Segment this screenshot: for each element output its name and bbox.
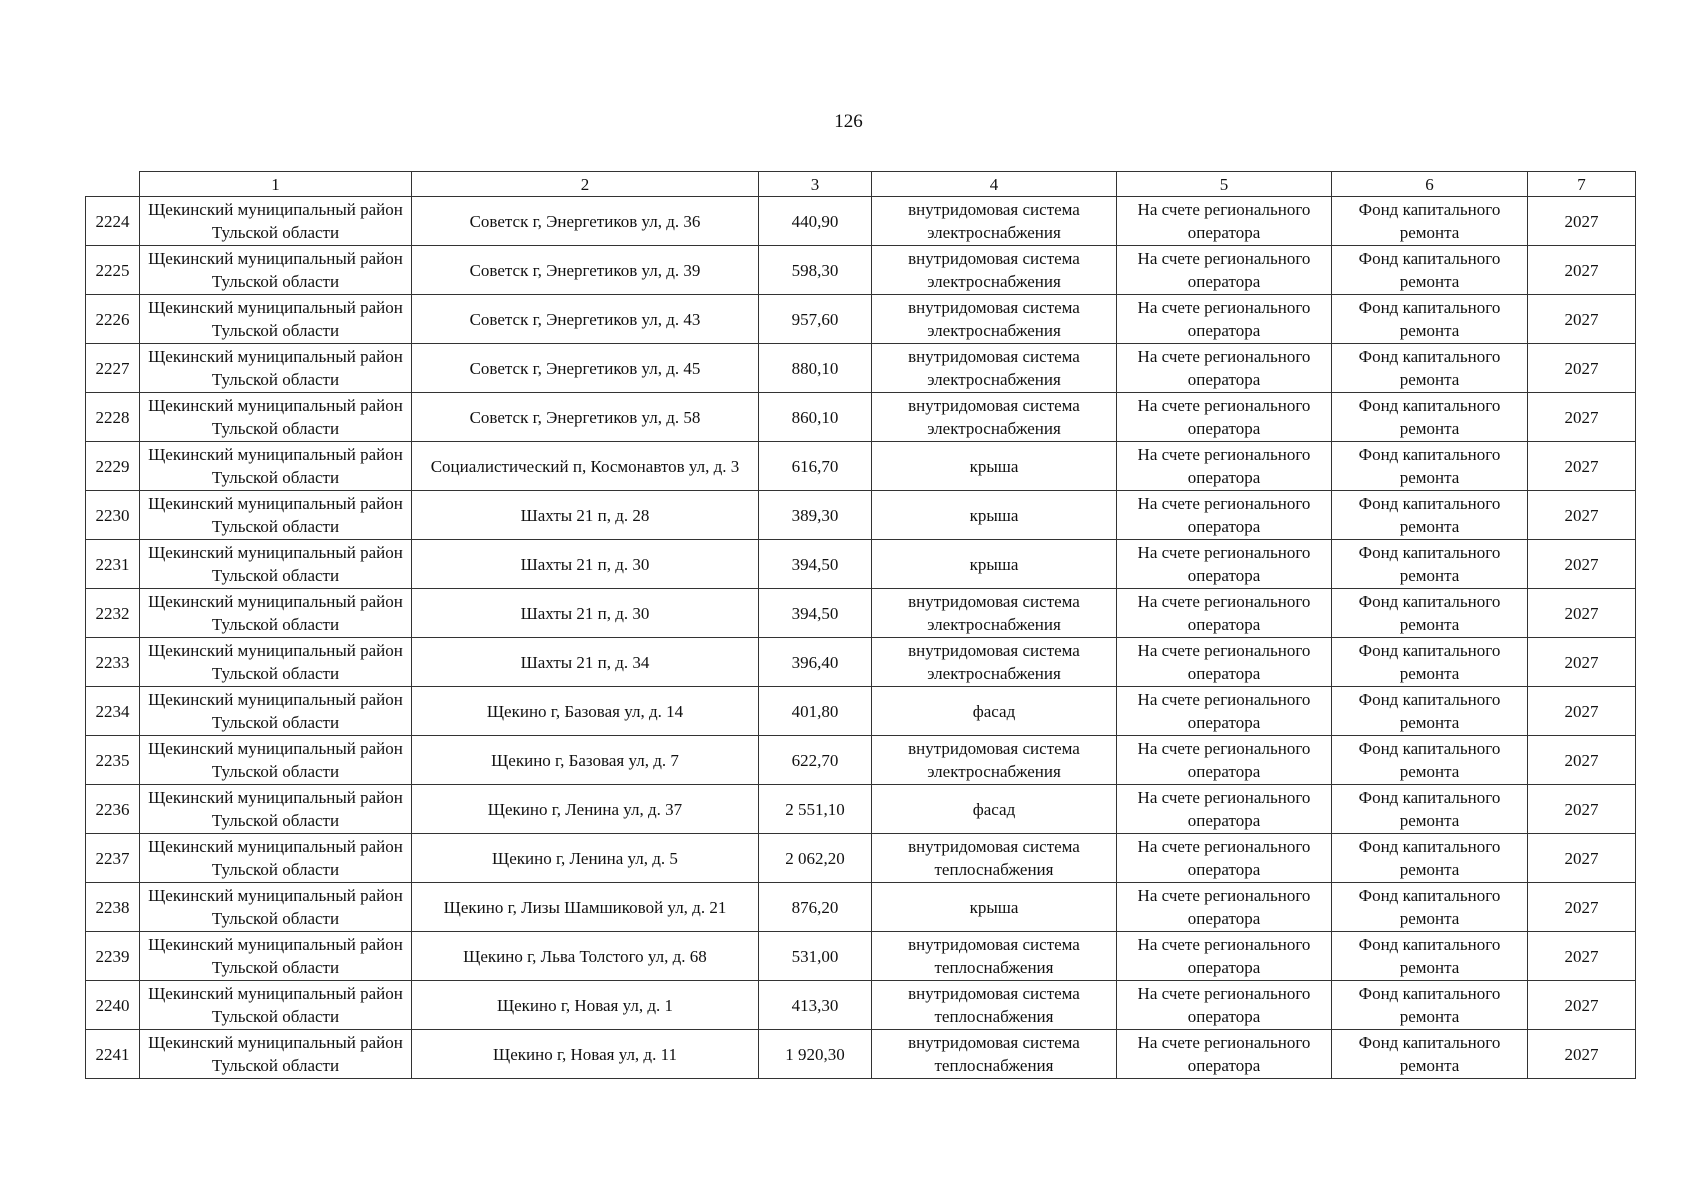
area-cell: 401,80 xyxy=(759,687,872,736)
fund-cell: Фонд капитального ремонта xyxy=(1332,687,1528,736)
address-cell: Шахты 21 п, д. 34 xyxy=(412,638,759,687)
year-cell: 2027 xyxy=(1528,736,1636,785)
work-type-cell: внутридомовая система электроснабжения xyxy=(872,589,1117,638)
municipality-cell: Щекинский муниципальный район Тульской области xyxy=(140,638,412,687)
area-cell: 957,60 xyxy=(759,295,872,344)
year-cell: 2027 xyxy=(1528,295,1636,344)
address-cell: Щекино г, Лизы Шамшиковой ул, д. 21 xyxy=(412,883,759,932)
table-row xyxy=(86,246,1636,295)
area-cell: 389,30 xyxy=(759,491,872,540)
fund-cell: Фонд капитального ремонта xyxy=(1332,1030,1528,1079)
fund-cell: Фонд капитального ремонта xyxy=(1332,932,1528,981)
row-number-cell: 2226 xyxy=(86,295,140,344)
account-cell: На счете регионального оператора xyxy=(1117,687,1332,736)
area-cell: 440,90 xyxy=(759,197,872,246)
table-row xyxy=(86,981,1636,1030)
header-blank-cell xyxy=(86,172,140,197)
work-type-cell: внутридомовая система электроснабжения xyxy=(872,197,1117,246)
column-number-row xyxy=(86,172,1636,197)
address-cell: Шахты 21 п, д. 28 xyxy=(412,491,759,540)
area-cell: 396,40 xyxy=(759,638,872,687)
header-col-5: 5 xyxy=(1117,172,1332,197)
account-cell: На счете регионального оператора xyxy=(1117,1030,1332,1079)
table-row xyxy=(86,834,1636,883)
table-row xyxy=(86,197,1636,246)
area-cell: 394,50 xyxy=(759,540,872,589)
work-type-cell: внутридомовая система электроснабжения xyxy=(872,736,1117,785)
municipality-cell: Щекинский муниципальный район Тульской области xyxy=(140,491,412,540)
work-type-cell: крыша xyxy=(872,540,1117,589)
table-row xyxy=(86,785,1636,834)
year-cell: 2027 xyxy=(1528,687,1636,736)
fund-cell: Фонд капитального ремонта xyxy=(1332,393,1528,442)
row-number-cell: 2232 xyxy=(86,589,140,638)
work-type-cell: внутридомовая система электроснабжения xyxy=(872,638,1117,687)
table-row xyxy=(86,491,1636,540)
account-cell: На счете регионального оператора xyxy=(1117,883,1332,932)
year-cell: 2027 xyxy=(1528,638,1636,687)
area-cell: 394,50 xyxy=(759,589,872,638)
municipality-cell: Щекинский муниципальный район Тульской области xyxy=(140,246,412,295)
row-number-cell: 2237 xyxy=(86,834,140,883)
year-cell: 2027 xyxy=(1528,491,1636,540)
row-number-cell: 2240 xyxy=(86,981,140,1030)
fund-cell: Фонд капитального ремонта xyxy=(1332,834,1528,883)
address-cell: Щекино г, Новая ул, д. 11 xyxy=(412,1030,759,1079)
account-cell: На счете регионального оператора xyxy=(1117,246,1332,295)
municipality-cell: Щекинский муниципальный район Тульской области xyxy=(140,981,412,1030)
year-cell: 2027 xyxy=(1528,883,1636,932)
work-type-cell: внутридомовая система электроснабжения xyxy=(872,344,1117,393)
fund-cell: Фонд капитального ремонта xyxy=(1332,589,1528,638)
table-row xyxy=(86,932,1636,981)
account-cell: На счете регионального оператора xyxy=(1117,785,1332,834)
account-cell: На счете регионального оператора xyxy=(1117,393,1332,442)
fund-cell: Фонд капитального ремонта xyxy=(1332,246,1528,295)
work-type-cell: внутридомовая система теплоснабжения xyxy=(872,981,1117,1030)
account-cell: На счете регионального оператора xyxy=(1117,295,1332,344)
table-row xyxy=(86,589,1636,638)
area-cell: 622,70 xyxy=(759,736,872,785)
fund-cell: Фонд капитального ремонта xyxy=(1332,785,1528,834)
fund-cell: Фонд капитального ремонта xyxy=(1332,736,1528,785)
fund-cell: Фонд капитального ремонта xyxy=(1332,344,1528,393)
address-cell: Щекино г, Ленина ул, д. 37 xyxy=(412,785,759,834)
work-type-cell: внутридомовая система электроснабжения xyxy=(872,246,1117,295)
work-type-cell: внутридомовая система теплоснабжения xyxy=(872,834,1117,883)
row-number-cell: 2234 xyxy=(86,687,140,736)
table-row xyxy=(86,344,1636,393)
area-cell: 876,20 xyxy=(759,883,872,932)
table-row xyxy=(86,1030,1636,1079)
header-col-3: 3 xyxy=(759,172,872,197)
fund-cell: Фонд капитального ремонта xyxy=(1332,883,1528,932)
header-col-4: 4 xyxy=(872,172,1117,197)
address-cell: Советск г, Энергетиков ул, д. 58 xyxy=(412,393,759,442)
row-number-cell: 2229 xyxy=(86,442,140,491)
area-cell: 413,30 xyxy=(759,981,872,1030)
year-cell: 2027 xyxy=(1528,932,1636,981)
municipality-cell: Щекинский муниципальный район Тульской области xyxy=(140,344,412,393)
address-cell: Щекино г, Льва Толстого ул, д. 68 xyxy=(412,932,759,981)
fund-cell: Фонд капитального ремонта xyxy=(1332,540,1528,589)
work-type-cell: внутридомовая система теплоснабжения xyxy=(872,1030,1117,1079)
municipality-cell: Щекинский муниципальный район Тульской области xyxy=(140,540,412,589)
row-number-cell: 2224 xyxy=(86,197,140,246)
account-cell: На счете регионального оператора xyxy=(1117,491,1332,540)
table-row xyxy=(86,687,1636,736)
year-cell: 2027 xyxy=(1528,589,1636,638)
account-cell: На счете регионального оператора xyxy=(1117,638,1332,687)
fund-cell: Фонд капитального ремонта xyxy=(1332,981,1528,1030)
address-cell: Щекино г, Базовая ул, д. 14 xyxy=(412,687,759,736)
area-cell: 2 551,10 xyxy=(759,785,872,834)
account-cell: На счете регионального оператора xyxy=(1117,932,1332,981)
account-cell: На счете регионального оператора xyxy=(1117,442,1332,491)
year-cell: 2027 xyxy=(1528,197,1636,246)
fund-cell: Фонд капитального ремонта xyxy=(1332,197,1528,246)
row-number-cell: 2235 xyxy=(86,736,140,785)
row-number-cell: 2236 xyxy=(86,785,140,834)
municipality-cell: Щекинский муниципальный район Тульской области xyxy=(140,393,412,442)
work-type-cell: крыша xyxy=(872,883,1117,932)
work-type-cell: фасад xyxy=(872,687,1117,736)
row-number-cell: 2230 xyxy=(86,491,140,540)
address-cell: Шахты 21 п, д. 30 xyxy=(412,540,759,589)
municipality-cell: Щекинский муниципальный район Тульской области xyxy=(140,883,412,932)
account-cell: На счете регионального оператора xyxy=(1117,736,1332,785)
municipality-cell: Щекинский муниципальный район Тульской области xyxy=(140,785,412,834)
address-cell: Советск г, Энергетиков ул, д. 39 xyxy=(412,246,759,295)
municipality-cell: Щекинский муниципальный район Тульской области xyxy=(140,1030,412,1079)
municipality-cell: Щекинский муниципальный район Тульской области xyxy=(140,197,412,246)
address-cell: Щекино г, Новая ул, д. 1 xyxy=(412,981,759,1030)
row-number-cell: 2241 xyxy=(86,1030,140,1079)
municipality-cell: Щекинский муниципальный район Тульской области xyxy=(140,834,412,883)
repair-schedule-table xyxy=(85,171,1636,1079)
year-cell: 2027 xyxy=(1528,785,1636,834)
area-cell: 531,00 xyxy=(759,932,872,981)
area-cell: 616,70 xyxy=(759,442,872,491)
table-row xyxy=(86,442,1636,491)
work-type-cell: внутридомовая система электроснабжения xyxy=(872,295,1117,344)
table-body xyxy=(86,197,1636,1079)
header-col-7: 7 xyxy=(1528,172,1636,197)
year-cell: 2027 xyxy=(1528,981,1636,1030)
work-type-cell: крыша xyxy=(872,491,1117,540)
table-row xyxy=(86,540,1636,589)
table-row xyxy=(86,393,1636,442)
account-cell: На счете регионального оператора xyxy=(1117,344,1332,393)
municipality-cell: Щекинский муниципальный район Тульской области xyxy=(140,295,412,344)
row-number-cell: 2231 xyxy=(86,540,140,589)
work-type-cell: фасад xyxy=(872,785,1117,834)
page-number: 126 xyxy=(834,111,863,132)
account-cell: На счете регионального оператора xyxy=(1117,540,1332,589)
header-col-1: 1 xyxy=(140,172,412,197)
address-cell: Советск г, Энергетиков ул, д. 43 xyxy=(412,295,759,344)
address-cell: Шахты 21 п, д. 30 xyxy=(412,589,759,638)
year-cell: 2027 xyxy=(1528,540,1636,589)
address-cell: Щекино г, Базовая ул, д. 7 xyxy=(412,736,759,785)
municipality-cell: Щекинский муниципальный район Тульской области xyxy=(140,932,412,981)
row-number-cell: 2227 xyxy=(86,344,140,393)
account-cell: На счете регионального оператора xyxy=(1117,197,1332,246)
account-cell: На счете регионального оператора xyxy=(1117,834,1332,883)
area-cell: 1 920,30 xyxy=(759,1030,872,1079)
municipality-cell: Щекинский муниципальный район Тульской области xyxy=(140,589,412,638)
work-type-cell: внутридомовая система электроснабжения xyxy=(872,393,1117,442)
row-number-cell: 2233 xyxy=(86,638,140,687)
area-cell: 2 062,20 xyxy=(759,834,872,883)
address-cell: Щекино г, Ленина ул, д. 5 xyxy=(412,834,759,883)
municipality-cell: Щекинский муниципальный район Тульской области xyxy=(140,687,412,736)
address-cell: Социалистический п, Космонавтов ул, д. 3 xyxy=(412,442,759,491)
area-cell: 598,30 xyxy=(759,246,872,295)
account-cell: На счете регионального оператора xyxy=(1117,589,1332,638)
year-cell: 2027 xyxy=(1528,1030,1636,1079)
row-number-cell: 2239 xyxy=(86,932,140,981)
account-cell: На счете регионального оператора xyxy=(1117,981,1332,1030)
table-row xyxy=(86,736,1636,785)
row-number-cell: 2225 xyxy=(86,246,140,295)
year-cell: 2027 xyxy=(1528,834,1636,883)
area-cell: 860,10 xyxy=(759,393,872,442)
fund-cell: Фонд капитального ремонта xyxy=(1332,442,1528,491)
work-type-cell: крыша xyxy=(872,442,1117,491)
year-cell: 2027 xyxy=(1528,442,1636,491)
year-cell: 2027 xyxy=(1528,344,1636,393)
fund-cell: Фонд капитального ремонта xyxy=(1332,491,1528,540)
area-cell: 880,10 xyxy=(759,344,872,393)
row-number-cell: 2228 xyxy=(86,393,140,442)
header-col-6: 6 xyxy=(1332,172,1528,197)
header-col-2: 2 xyxy=(412,172,759,197)
year-cell: 2027 xyxy=(1528,393,1636,442)
municipality-cell: Щекинский муниципальный район Тульской области xyxy=(140,736,412,785)
table-row xyxy=(86,295,1636,344)
table-row xyxy=(86,638,1636,687)
fund-cell: Фонд капитального ремонта xyxy=(1332,295,1528,344)
work-type-cell: внутридомовая система теплоснабжения xyxy=(872,932,1117,981)
address-cell: Советск г, Энергетиков ул, д. 45 xyxy=(412,344,759,393)
municipality-cell: Щекинский муниципальный район Тульской области xyxy=(140,442,412,491)
row-number-cell: 2238 xyxy=(86,883,140,932)
fund-cell: Фонд капитального ремонта xyxy=(1332,638,1528,687)
table-row xyxy=(86,883,1636,932)
address-cell: Советск г, Энергетиков ул, д. 36 xyxy=(412,197,759,246)
year-cell: 2027 xyxy=(1528,246,1636,295)
